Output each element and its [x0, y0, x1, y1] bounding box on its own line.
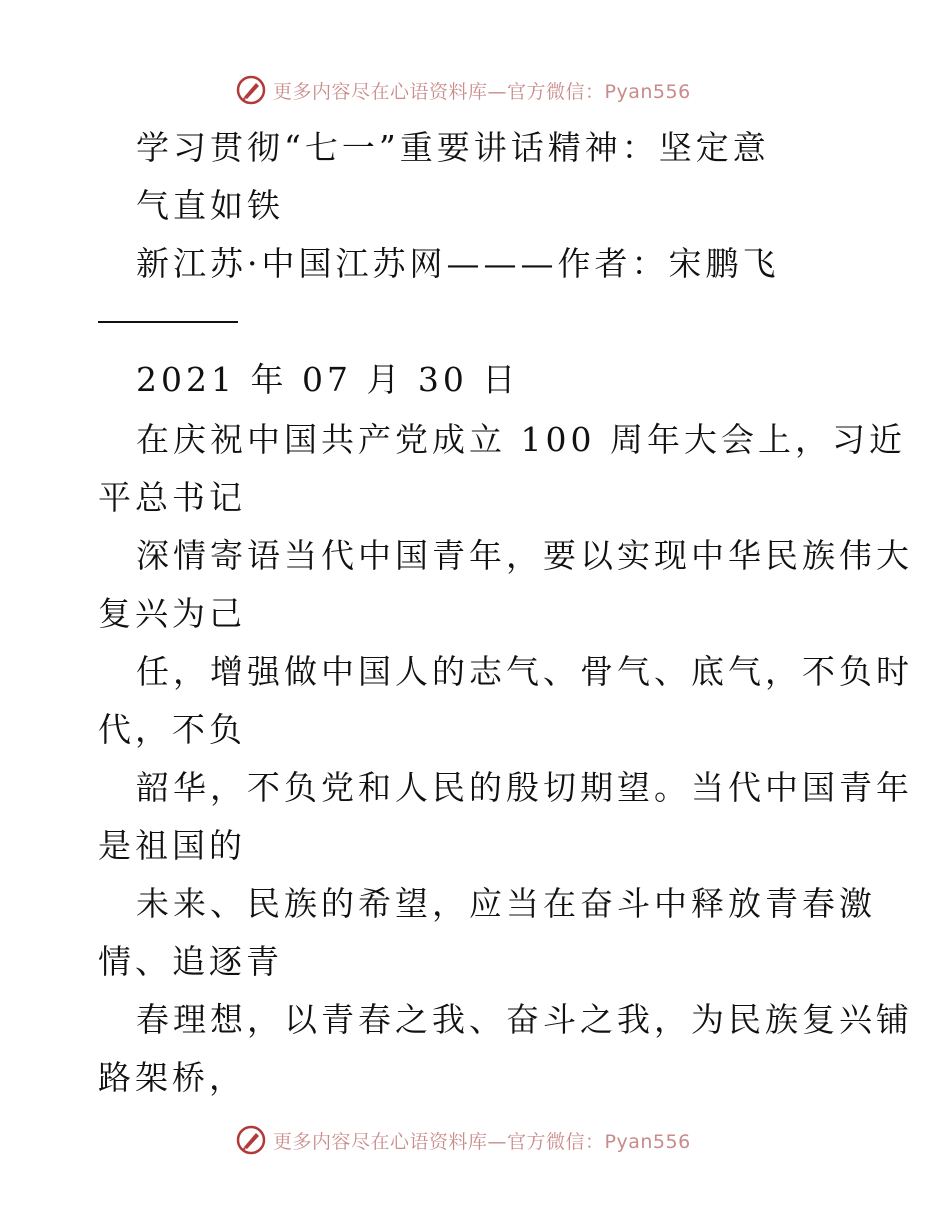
pen-logo-icon [235, 74, 267, 106]
pen-logo-icon [235, 1124, 267, 1156]
paragraph-line: 路架桥， [98, 1058, 246, 1097]
paragraph-line: 是祖国的 [98, 826, 246, 865]
watermark-wechat-text: —官方微信：Pyan556 [487, 1130, 691, 1153]
watermark-header [235, 73, 691, 107]
watermark-wechat-text: —官方微信：Pyan556 [487, 80, 691, 103]
title-line-1: 学习贯彻“七一”重要讲话精神：坚定意 [136, 128, 770, 167]
watermark-footer [235, 1123, 691, 1157]
paragraph-line: 复兴为己 [98, 594, 246, 633]
paragraph-line: 代，不负 [98, 710, 246, 749]
paragraph-line: 在庆祝中国共产党成立 100 周年大会上，习近 [136, 420, 906, 459]
paragraph-line: 春理想，以青春之我、奋斗之我，为民族复兴铺 [136, 1000, 913, 1039]
paragraph-line: 任，增强做中国人的志气、骨气、底气，不负时 [136, 652, 913, 691]
watermark-site-text: 更多内容尽在心语资料库 [273, 80, 488, 103]
source-author-line: 新江苏·中国江苏网———作者：宋鹏飞 [136, 244, 780, 283]
date-line: 2021 年 07 月 30 日 [136, 360, 520, 399]
paragraph-line: 平总书记 [98, 478, 246, 517]
watermark-site-text: 更多内容尽在心语资料库 [273, 1130, 488, 1153]
paragraph-line: 未来、民族的希望，应当在奋斗中释放青春激 [136, 884, 876, 923]
dash-rule [98, 321, 238, 323]
title-line-2: 气直如铁 [136, 186, 284, 225]
paragraph-line: 深情寄语当代中国青年，要以实现中华民族伟大 [136, 536, 913, 575]
paragraph-line: 韶华，不负党和人民的殷切期望。当代中国青年 [136, 768, 913, 807]
paragraph-line: 情、追逐青 [98, 942, 283, 981]
